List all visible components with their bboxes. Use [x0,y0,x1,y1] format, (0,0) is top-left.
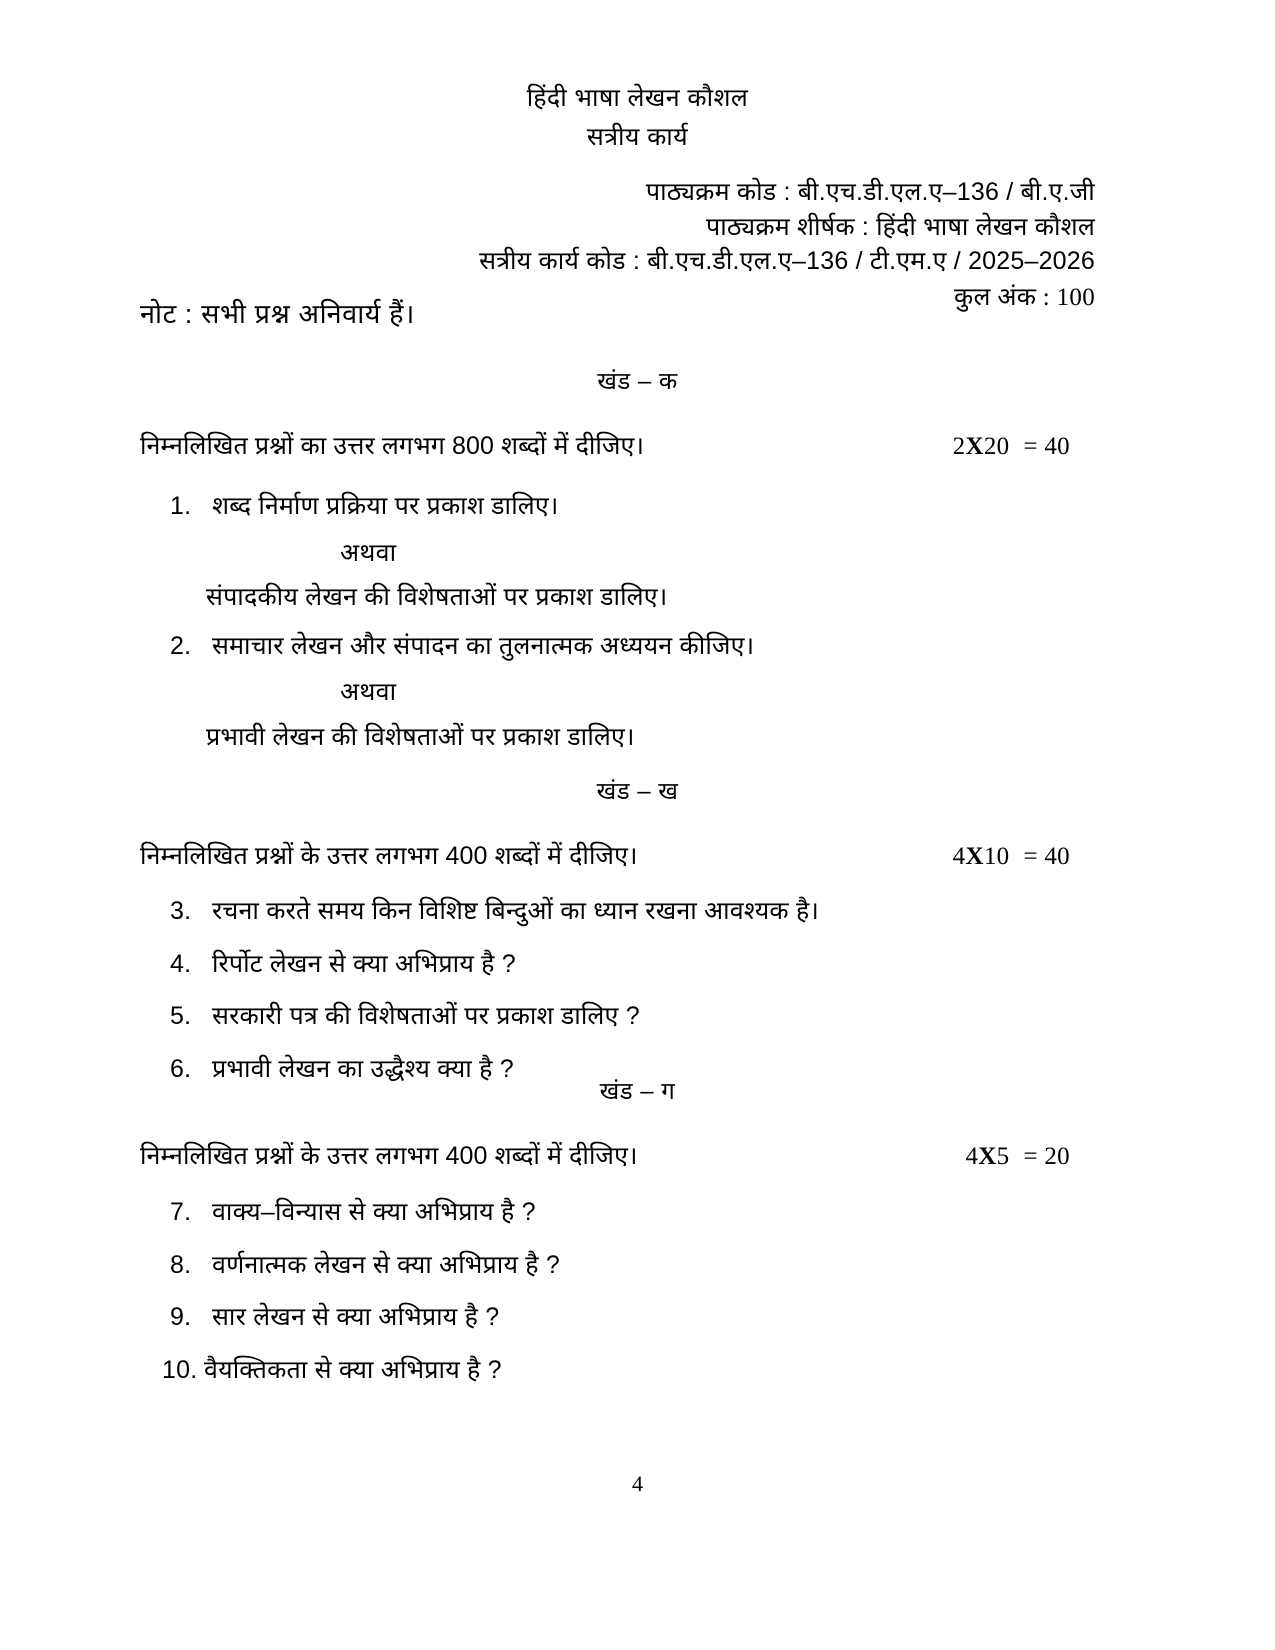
marks-multiply-icon-ka: X [965,433,984,460]
list-item [170,1249,1070,1282]
alternative-label: अथवा [340,678,397,706]
question-number: 10. [162,1355,198,1384]
question-text: प्रभावी लेखन का उद्धैश्य क्या है ? [212,1054,514,1083]
section-instruction-row-ka [140,430,1070,463]
course-meta-block [479,175,1095,315]
section-instruction-row-ga [140,1140,1070,1173]
section-instruction-kha: निम्नलिखित प्रश्नों के उत्तर लगभग 400 शब्दों में दीजिए। [140,842,638,870]
note-line: नोट : सभी प्रश्न अनिवार्य हैं। [140,299,415,329]
question-number: 8. [170,1250,192,1279]
page-title [0,82,1275,153]
question-text: सार लेखन से क्या अभिप्राय है ? [212,1303,500,1331]
question-number: 2. [170,631,192,660]
marks-left-ka: 2 [952,433,966,460]
question-number: 1. [170,492,192,520]
section-heading-ka: खंड – क [597,368,678,395]
marks-total-ga: = 20 [1023,1143,1070,1170]
course-title-line: पाठ्यक्रम शीर्षक : हिंदी भाषा लेखन कौशल [706,212,1095,241]
question-number: 3. [170,897,192,925]
assignment-code-line: सत्रीय कार्य कोड : बी.एच.डी.एल.ए–136 / टी.एम.ए / 2025–2026 [479,247,1095,275]
question-text: वैयक्तिकता से क्या अभिप्राय है ? [204,1355,502,1384]
section-heading-ga: खंड – ग [599,1078,676,1105]
question-list-kha [170,895,1070,1105]
list-item [170,1000,1070,1033]
question-text: रचना करते समय किन विशिष्ट बिन्दुओं का ध्यान रखना आवश्यक है। [212,897,820,925]
marks-multiply-icon-ga: X [978,1143,997,1170]
question-text: समाचार लेखन और संपादन का तुलनात्मक अध्ययन कीजिए। [212,631,755,660]
question-text: सरकारी पत्र की विशेषताओं पर प्रकाश डालिए ? [212,1002,640,1030]
question-text: रिर्पोट लेखन से क्या अभिप्राय है ? [212,949,516,978]
list-item [170,895,1070,928]
list-item [170,948,1070,981]
question-text: वर्णनात्मक लेखन से क्या अभिप्राय है ? [212,1250,561,1279]
marks-total-kha: = 40 [1023,843,1070,870]
section-heading-kha: खंड – ख [596,778,679,805]
marks-left-ga: 4 [965,1143,979,1170]
section-instruction-ga: निम्नलिखित प्रश्नों के उत्तर लगभग 400 शब्दों में दीजिए। [140,1142,638,1170]
marks-right-ka: 20 [983,433,1010,460]
question-number: 7. [170,1198,192,1226]
list-item [170,490,1070,523]
list-item [170,630,1070,663]
alternative-label: अथवा [340,538,397,567]
question-number: 5. [170,1002,192,1030]
marks-multiply-icon-kha: X [965,843,984,870]
section-marks-ga [965,1143,1070,1171]
list-item [162,1354,1070,1387]
assignment-subtitle: सत्रीय कार्य [586,122,689,151]
alternative-question-text: प्रभावी लेखन की विशेषताओं पर प्रकाश डालिए। [206,722,635,751]
alternative-question-text: संपादकीय लेखन की विशेषताओं पर प्रकाश डालिए। [206,583,668,611]
question-text: शब्द निर्माण प्रक्रिया पर प्रकाश डालिए। [212,492,559,520]
question-number: 4. [170,949,192,978]
marks-right-kha: 10 [983,843,1010,870]
section-marks-ka [953,433,1070,461]
course-title-heading: हिंदी भाषा लेखन कौशल [526,84,749,112]
question-text: वाक्य–विन्यास से क्या अभिप्राय है ? [212,1198,536,1226]
marks-left-kha: 4 [952,843,966,870]
question-list-ga [162,1196,1070,1406]
question-number: 9. [170,1303,192,1331]
question-list-ka [170,490,1070,769]
section-instruction-ka: निम्नलिखित प्रश्नों का उत्तर लगभग 800 शब्दों में दीजिए। [140,432,645,460]
section-instruction-row-kha [140,840,1070,873]
course-code-line: पाठ्यक्रम कोड : बी.एच.डी.एल.ए–136 / बी.ए.जी [645,178,1095,206]
page-number: 4 [632,1471,643,1496]
marks-total-ka: = 40 [1023,433,1070,460]
list-item [170,1301,1070,1334]
question-number: 6. [170,1054,192,1083]
marks-right-ga: 5 [996,1143,1010,1170]
section-marks-kha [953,843,1070,871]
list-item [170,1196,1070,1229]
total-marks-line: कुल अंक : 100 [954,283,1095,311]
